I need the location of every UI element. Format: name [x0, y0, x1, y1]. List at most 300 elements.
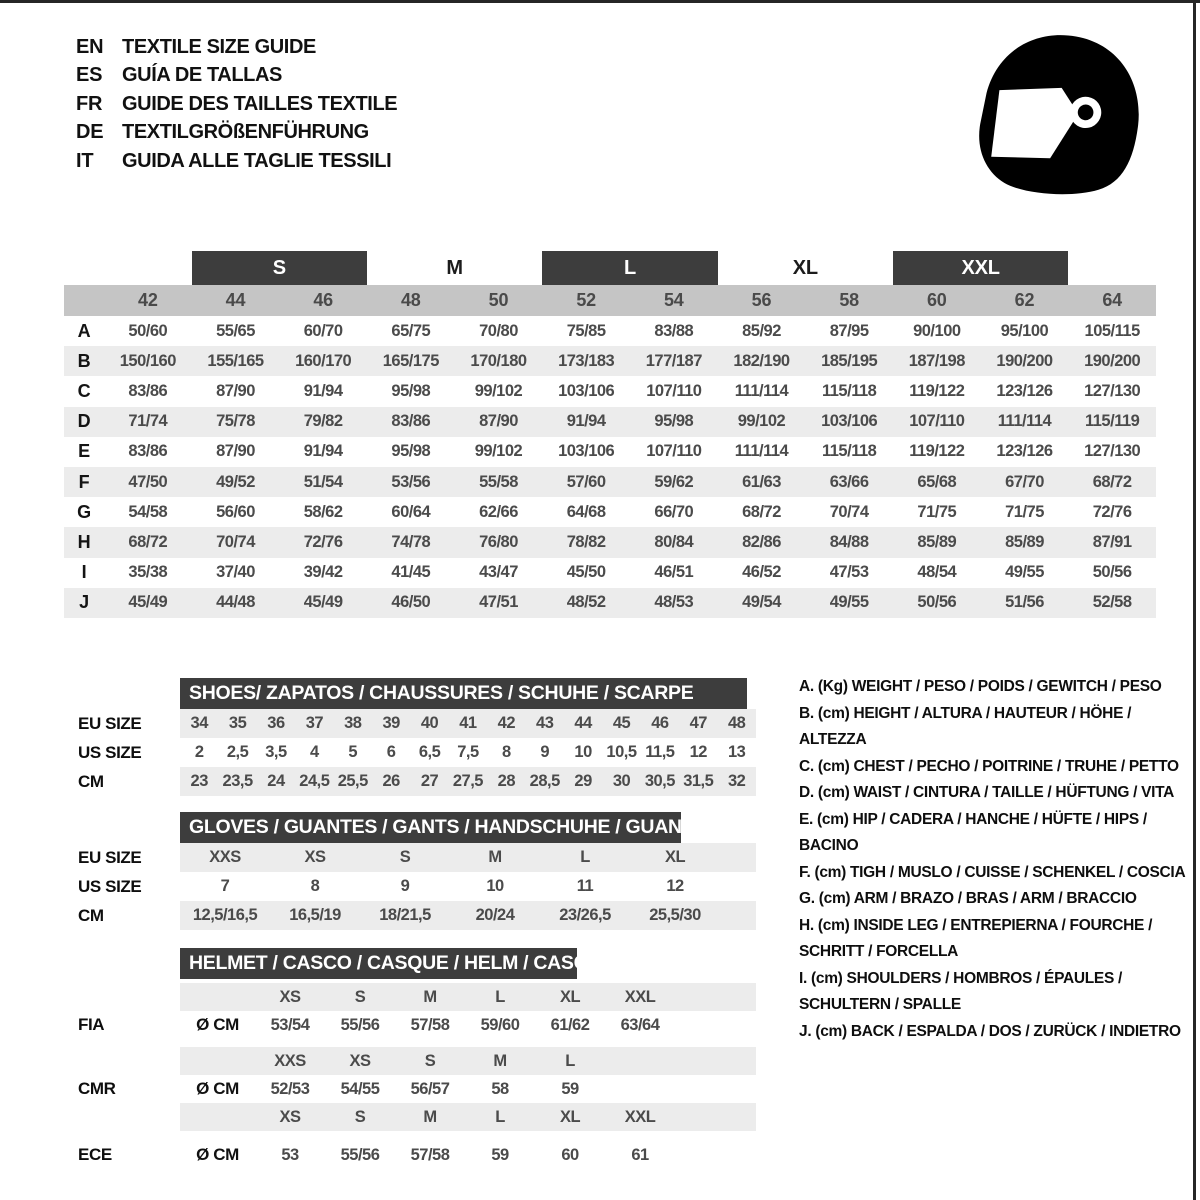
measurement-row-d [64, 407, 1156, 437]
helmet-size: XS [255, 983, 325, 1011]
measurement-row-h [64, 527, 1156, 557]
size-value: 30,5 [641, 767, 679, 796]
shoes-section-title: SHOES/ ZAPATOS / CHAUSSURES / SCHUHE / SCARPE [180, 678, 747, 709]
measurement-legend [799, 674, 1197, 1045]
legend-item: I. (cm) SHOULDERS / HOMBROS / ÉPAULES / SCHULTERN / SPALLE [799, 969, 1123, 1013]
helmet-value: 52/53 [270, 1079, 310, 1098]
size-number: 50 [488, 290, 509, 310]
size-value: 123/126 [996, 381, 1053, 400]
size-value: 9 [400, 877, 410, 895]
size-value: 90/100 [913, 321, 961, 340]
helmet-size: XS [325, 1047, 395, 1075]
row-label: CM [78, 905, 104, 925]
size-value: 51/56 [1005, 593, 1044, 612]
size-value: 40 [410, 709, 448, 738]
size-value: 49/55 [829, 593, 869, 612]
helmet-size: S [395, 1047, 465, 1075]
size-value: 85/92 [742, 321, 781, 340]
legend-item: A. (Kg) WEIGHT / PESO / POIDS / GEWITCH / PESO [799, 678, 1162, 695]
size-value: 155/165 [207, 351, 264, 370]
size-value: 39/42 [303, 563, 343, 582]
size-value: 74/78 [391, 532, 431, 551]
size-value: 10 [486, 877, 504, 895]
size-value: 46/52 [742, 563, 781, 582]
legend-item: J. (cm) BACK / ESPALDA / DOS / ZURÜCK / INDIETRO [799, 1022, 1181, 1040]
standard-label: CMR [78, 1079, 116, 1098]
size-value: 87/95 [829, 321, 869, 340]
language-row-fr [76, 90, 397, 119]
size-value: 170/180 [470, 351, 527, 370]
row-letter: D [77, 411, 91, 432]
size-value: 173/183 [558, 351, 615, 370]
size-value: 83/88 [654, 321, 694, 340]
size-value: 44/48 [216, 593, 255, 612]
helmet-size: L [465, 1103, 535, 1131]
row-letter: J [79, 592, 89, 613]
size-value: 95/98 [391, 381, 431, 400]
language-title: GUIDE DES TAILLES TEXTILE [122, 92, 398, 115]
size-value: 78/82 [566, 532, 606, 551]
standard-label: FIA [78, 1015, 105, 1034]
size-value: 3,5 [265, 743, 287, 761]
size-value: XS [270, 843, 360, 872]
row-letter: H [77, 531, 91, 552]
size-value: 58/62 [303, 502, 343, 521]
size-value: 85/89 [917, 532, 957, 551]
size-value: 10,5 [606, 743, 637, 761]
size-value: 48/54 [917, 563, 957, 582]
helmet-value: 61/62 [550, 1015, 590, 1034]
row-letter: B [77, 350, 91, 371]
size-value: 35/38 [128, 563, 168, 582]
size-value: 42 [487, 709, 525, 738]
row-label [75, 983, 180, 1011]
size-value: 127/130 [1084, 381, 1141, 400]
gloves-section-title: GLOVES / GUANTES / GANTS / HANDSCHUHE / GUANTI [180, 812, 681, 843]
legend-item: G. (cm) ARM / BRAZO / BRAS / ARM / BRACCIO [799, 890, 1137, 907]
size-value: 37/40 [216, 563, 255, 582]
helmet-size-row-ece [75, 1103, 756, 1131]
size-value: 20/24 [450, 901, 540, 930]
helmet-size: XXS [255, 1047, 325, 1075]
size-number: 44 [225, 290, 246, 310]
size-value: 25,5/30 [630, 901, 720, 930]
size-value: 150/160 [119, 351, 176, 370]
size-value: 57/60 [566, 472, 606, 491]
racing-helmet-icon [972, 26, 1146, 200]
helmet-size-row-cmr [75, 1047, 756, 1075]
size-value: 10 [574, 743, 592, 761]
size-number: 60 [927, 290, 947, 310]
size-value: 47/50 [128, 472, 168, 491]
language-code: FR [76, 92, 103, 115]
size-value: 107/110 [646, 442, 702, 461]
row-filler [675, 983, 756, 1011]
row-filler [675, 1103, 756, 1131]
size-value: 48/52 [566, 593, 606, 612]
size-value: 95/100 [1000, 321, 1049, 340]
legend-item: F. (cm) TIGH / MUSLO / CUISSE / SCHENKEL / COSCIA [799, 863, 1186, 881]
size-value: 48 [717, 709, 755, 738]
size-value: S [360, 843, 450, 872]
size-value: 71/75 [1005, 502, 1044, 521]
gloves-row [75, 901, 756, 930]
size-value: 67/70 [1005, 472, 1044, 491]
size-value: 55/58 [479, 472, 518, 491]
size-value: 45/49 [303, 593, 343, 612]
helmet-value: 59/60 [480, 1015, 520, 1034]
size-value: 63/66 [829, 472, 869, 491]
size-group-s: S [192, 251, 367, 285]
size-value: 60/64 [391, 502, 431, 521]
size-value: 11 [576, 877, 594, 895]
size-number: 62 [1014, 290, 1035, 310]
unit-cell: Ø CM [196, 1015, 239, 1034]
helmet-size: XL [535, 1103, 605, 1131]
language-row-de [76, 119, 397, 148]
size-value: 75/85 [566, 321, 606, 340]
size-number: 52 [576, 290, 596, 310]
size-value: 91/94 [303, 442, 343, 461]
unit-cell [180, 983, 255, 1011]
helmet-value: 55/56 [340, 1015, 380, 1034]
shoes-row [75, 738, 756, 767]
size-value: 47 [679, 709, 717, 738]
size-value: 54/58 [128, 502, 168, 521]
language-code: IT [76, 149, 94, 172]
helmet-value-row-cmr [75, 1075, 756, 1103]
unit-cell [180, 1103, 255, 1131]
size-value: 49/52 [216, 472, 255, 491]
helmet-size: M [395, 983, 465, 1011]
size-value: 53/56 [391, 472, 431, 491]
size-value: 44 [564, 709, 602, 738]
size-value: 7,5 [457, 743, 479, 761]
size-value: 85/89 [1005, 532, 1044, 551]
size-value: 4 [310, 743, 319, 761]
row-letter: I [81, 562, 87, 583]
size-value: 41/45 [391, 563, 431, 582]
size-value: 103/106 [558, 442, 615, 461]
size-value: 70/74 [216, 532, 255, 551]
size-value: 30 [602, 767, 640, 796]
row-label: US SIZE [78, 876, 142, 896]
legend-item: B. (cm) HEIGHT / ALTURA / HAUTEUR / HÖHE / ALTEZZA [799, 704, 1132, 748]
size-value: 187/198 [908, 351, 965, 370]
size-value: 84/88 [829, 532, 869, 551]
row-filler [675, 1141, 756, 1169]
size-number: 56 [751, 290, 772, 310]
size-value: 49/55 [1005, 563, 1044, 582]
size-value: 66/70 [654, 502, 694, 521]
row-letter: E [78, 441, 90, 462]
row-letter: C [77, 380, 91, 401]
size-number: 48 [401, 290, 421, 310]
size-value: 127/130 [1084, 442, 1141, 461]
helmet-value: 53/54 [270, 1015, 310, 1034]
helmet-size-empty [605, 1047, 675, 1075]
size-value: 87/90 [479, 412, 518, 431]
helmet-size: S [325, 1103, 395, 1131]
size-value: 111/114 [734, 381, 789, 400]
size-number: 42 [138, 290, 158, 310]
helmet-value: 60 [561, 1145, 579, 1164]
helmet-value: 59 [491, 1145, 509, 1164]
size-value: 83/86 [128, 442, 168, 461]
size-value: 115/119 [1084, 412, 1140, 431]
size-value: 24 [257, 767, 295, 796]
size-value: L [540, 843, 630, 872]
size-value: 91/94 [566, 412, 606, 431]
size-value: 23,5 [218, 767, 256, 796]
gloves-row [75, 843, 756, 872]
measurement-row-i [64, 558, 1156, 588]
size-value: 75/78 [216, 412, 255, 431]
legend-item: D. (cm) WAIST / CINTURA / TAILLE / HÜFTUNG / VITA [799, 784, 1175, 801]
measurement-row-j [64, 588, 1156, 618]
size-value: 87/90 [216, 442, 255, 461]
measurement-row-e [64, 437, 1156, 467]
size-value: 111/114 [997, 412, 1052, 431]
helmet-value: 57/58 [410, 1015, 450, 1034]
size-value: 46 [641, 709, 679, 738]
row-filler [675, 1011, 756, 1039]
size-value: 12 [666, 877, 684, 895]
size-value: 27 [410, 767, 448, 796]
size-value: 23/26,5 [540, 901, 630, 930]
row-filler [720, 843, 756, 872]
size-group-m: M [446, 256, 463, 279]
row-filler [720, 872, 756, 901]
row-filler [720, 901, 756, 930]
language-code: DE [76, 121, 104, 144]
size-value: 91/94 [303, 381, 343, 400]
size-number: 54 [664, 290, 684, 310]
shoes-rows [75, 709, 756, 796]
size-value: 111/114 [734, 442, 789, 461]
size-value: 12,5/16,5 [180, 901, 270, 930]
row-label: EU SIZE [78, 847, 142, 867]
size-value: M [450, 843, 540, 872]
size-group-xl: XL [792, 256, 818, 279]
standard-label: ECE [78, 1145, 112, 1164]
helmet-value: 56/57 [410, 1079, 450, 1098]
size-number-row [64, 285, 1156, 316]
size-value: 41 [449, 709, 487, 738]
size-table-body [64, 316, 1156, 618]
helmet-size: XXL [605, 1103, 675, 1131]
helmet-value: 53 [281, 1145, 299, 1164]
language-title: GUIDA ALLE TAGLIE TESSILI [122, 149, 392, 172]
size-value: 160/170 [295, 351, 352, 370]
size-value: 115/118 [821, 442, 877, 461]
row-filler [675, 1047, 756, 1075]
size-value: 5 [348, 743, 358, 761]
size-value: 72/76 [303, 532, 343, 551]
apparel-size-table [64, 251, 1156, 618]
language-row-it [76, 147, 397, 176]
size-value: 48/53 [654, 593, 694, 612]
row-filler [675, 1075, 756, 1103]
size-value: 56/60 [216, 502, 255, 521]
size-group-xxl: XXL [893, 251, 1068, 285]
size-value: 28,5 [526, 767, 564, 796]
helmet-value: 58 [491, 1079, 509, 1098]
size-value: 177/187 [645, 351, 702, 370]
helmet-value: 63/64 [620, 1015, 660, 1034]
size-value: 115/118 [821, 381, 877, 400]
size-value: 107/110 [909, 412, 965, 431]
row-label [75, 1103, 180, 1131]
size-value: 28 [487, 767, 525, 796]
size-value: 23 [180, 767, 218, 796]
size-value: 24,5 [295, 767, 333, 796]
language-row-es [76, 62, 397, 91]
row-label [75, 1047, 180, 1075]
helmet-value: 59 [561, 1079, 579, 1098]
size-value: 60/70 [303, 321, 343, 340]
size-value: 79/82 [303, 412, 343, 431]
top-edge-border [0, 0, 1200, 3]
size-value: 16,5/19 [270, 901, 360, 930]
size-value: 119/122 [909, 381, 965, 400]
size-value: 35 [218, 709, 256, 738]
size-value: 95/98 [391, 442, 431, 461]
language-row-en [76, 33, 397, 62]
size-value: 37 [295, 709, 333, 738]
gloves-row [75, 872, 756, 901]
helmet-size: XL [535, 983, 605, 1011]
size-value: 9 [540, 743, 550, 761]
row-label: CM [78, 771, 104, 791]
size-value: 185/195 [821, 351, 878, 370]
helmet-value: 57/58 [410, 1145, 450, 1164]
size-value: 32 [717, 767, 755, 796]
helmet-rows [75, 983, 756, 1169]
size-value: 61/63 [742, 472, 781, 491]
size-value: 72/76 [1092, 502, 1132, 521]
size-value: 6,5 [418, 743, 441, 761]
size-value: 46/50 [391, 593, 431, 612]
language-code: EN [76, 35, 104, 58]
size-value: 68/72 [128, 532, 168, 551]
size-number: 46 [313, 290, 333, 310]
size-value: 26 [372, 767, 410, 796]
size-value: 11,5 [645, 743, 675, 761]
size-value: 39 [372, 709, 410, 738]
helmet-size: XXL [605, 983, 675, 1011]
unit-cell: Ø CM [196, 1079, 239, 1098]
size-value: 51/54 [303, 472, 343, 491]
size-value: 68/72 [1092, 472, 1132, 491]
size-value: 52/58 [1092, 593, 1132, 612]
helmet-value-row-ece [75, 1141, 756, 1169]
size-value: XL [630, 843, 720, 872]
size-value: 190/200 [1084, 351, 1141, 370]
language-title: GUÍA DE TALLAS [122, 64, 282, 87]
size-value: 99/102 [474, 381, 523, 400]
size-value: 182/190 [733, 351, 790, 370]
size-value: 18/21,5 [360, 901, 450, 930]
size-value: 13 [727, 743, 746, 761]
size-value: 62/66 [479, 502, 518, 521]
shoes-row [75, 767, 756, 796]
row-label: EU SIZE [78, 713, 142, 733]
language-title: TEXTILE SIZE GUIDE [122, 35, 316, 58]
size-value: 7 [220, 877, 230, 895]
size-value: 99/102 [737, 412, 786, 431]
measurement-row-a [64, 316, 1156, 346]
size-value: 45/49 [128, 593, 168, 612]
row-label: US SIZE [78, 742, 142, 762]
language-title: TEXTILGRÖßENFÜHRUNG [122, 121, 369, 144]
helmet-value-empty [605, 1075, 675, 1103]
size-value: XXS [180, 843, 270, 872]
measurement-row-b [64, 346, 1156, 376]
size-value: 64/68 [566, 502, 606, 521]
size-value: 2 [194, 743, 204, 761]
size-value: 190/200 [996, 351, 1053, 370]
size-value: 49/54 [742, 593, 781, 612]
helmet-size: S [325, 983, 395, 1011]
unit-cell [180, 1047, 255, 1075]
helmet-size: L [465, 983, 535, 1011]
size-value: 80/84 [654, 532, 694, 551]
measurement-row-g [64, 497, 1156, 527]
shoes-row [75, 709, 756, 738]
row-letter: F [78, 471, 90, 492]
helmet-size: XS [255, 1103, 325, 1131]
helmet-size: M [395, 1103, 465, 1131]
size-value: 31,5 [679, 767, 717, 796]
helmet-size-row-fia [75, 983, 756, 1011]
size-value: 47/51 [479, 593, 518, 612]
unit-cell: Ø CM [196, 1145, 239, 1164]
size-value: 70/80 [479, 321, 518, 340]
helmet-size: M [465, 1047, 535, 1075]
size-value: 46/51 [654, 563, 694, 582]
size-value: 27,5 [449, 767, 487, 796]
size-value: 99/102 [474, 442, 523, 461]
corner-cell [64, 285, 104, 316]
size-value: 87/90 [216, 381, 255, 400]
legend-item: C. (cm) CHEST / PECHO / POITRINE / TRUHE / PETTO [799, 757, 1179, 775]
size-value: 105/115 [1084, 321, 1140, 340]
size-value: 12 [689, 743, 707, 761]
size-value: 34 [180, 709, 218, 738]
size-value: 43 [526, 709, 564, 738]
language-code: ES [76, 64, 103, 87]
size-value: 83/86 [128, 381, 168, 400]
helmet-value-row-fia [75, 1011, 756, 1039]
helmet-section-title: HELMET / CASCO / CASQUE / HELM / CASCO [180, 948, 577, 979]
size-value: 50/60 [128, 321, 168, 340]
gloves-rows [75, 843, 756, 930]
size-value: 76/80 [479, 532, 518, 551]
size-value: 45 [602, 709, 640, 738]
size-value: 50/56 [1092, 563, 1132, 582]
size-group-l: L [542, 251, 717, 285]
row-letter: A [77, 320, 91, 341]
size-value: 43/47 [479, 563, 518, 582]
helmet-value: 54/55 [340, 1079, 380, 1098]
measurement-row-f [64, 467, 1156, 497]
size-value: 55/65 [216, 321, 255, 340]
size-value: 8 [310, 877, 320, 895]
size-value: 65/68 [917, 472, 957, 491]
size-value: 45/50 [566, 563, 606, 582]
size-group-row [64, 251, 1156, 285]
